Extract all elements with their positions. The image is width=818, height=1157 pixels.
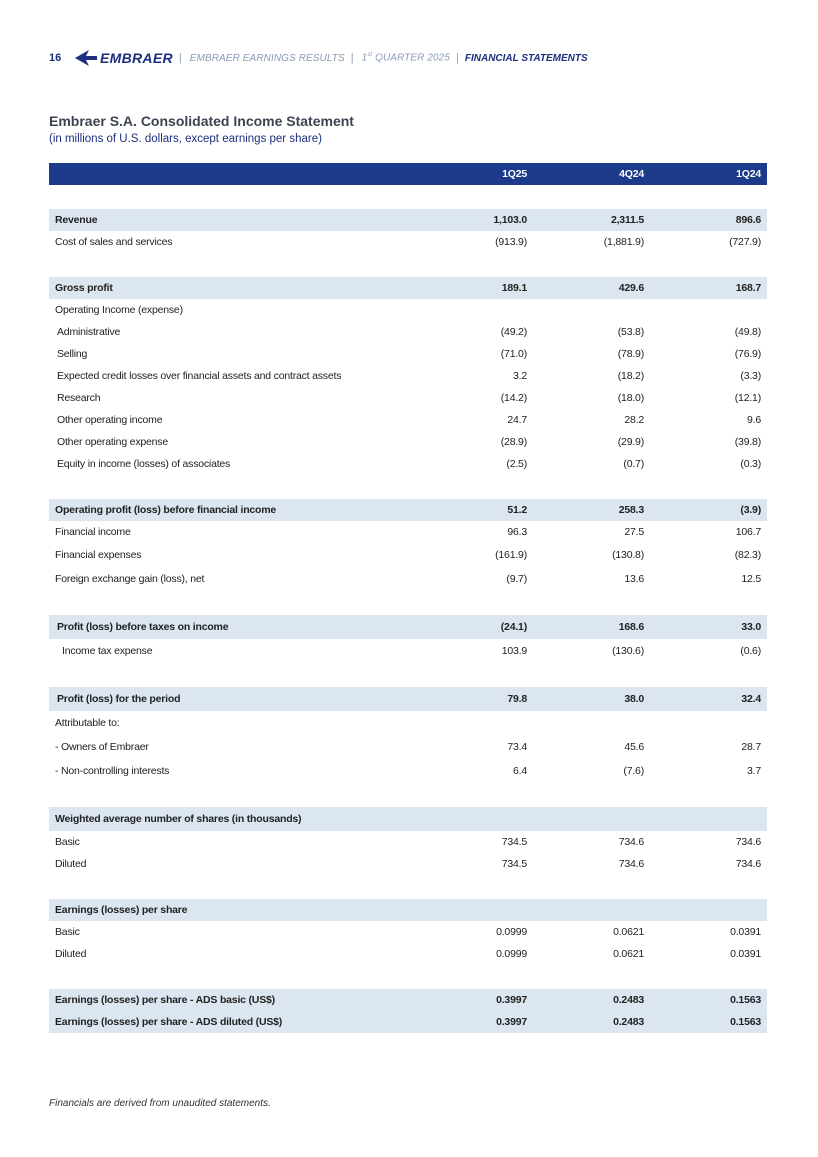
- value-cell: 0.3997: [416, 1011, 533, 1033]
- value-cell: (78.9): [617, 348, 644, 360]
- table-row: [49, 431, 767, 453]
- value-cell: (9.7): [506, 573, 527, 585]
- row-label: Basic: [55, 836, 80, 848]
- row-label: Diluted: [55, 858, 87, 870]
- value-cell: 32.4: [650, 687, 767, 711]
- row-label: Gross profit: [49, 277, 416, 299]
- value-cell: (53.8): [617, 326, 644, 338]
- table-row: [49, 687, 767, 711]
- spacer-row: [49, 475, 767, 499]
- value-cell: 168.6: [533, 615, 650, 639]
- value-cell: 79.8: [416, 687, 533, 711]
- value-cell: 24.7: [507, 414, 527, 426]
- row-label: Financial income: [55, 526, 131, 538]
- value-cell: 0.2483: [533, 989, 650, 1011]
- value-cell: 0.0621: [613, 948, 644, 960]
- row-label: Financial expenses: [55, 549, 142, 561]
- value-cell: 38.0: [533, 687, 650, 711]
- value-cell: (913.9): [495, 236, 527, 248]
- value-cell: (3.9): [650, 499, 767, 521]
- breadcrumb-quarter: [362, 52, 450, 63]
- footnote: Financials are derived from unaudited statements.: [49, 1098, 271, 1109]
- value-cell: 6.4: [513, 765, 527, 777]
- table-row: [49, 499, 767, 521]
- table-row: [49, 943, 767, 965]
- value-cell: (28.9): [500, 436, 527, 448]
- row-label: Earnings (losses) per share - ADS diluted (US$): [49, 1011, 416, 1033]
- value-cell: 3.2: [513, 370, 527, 382]
- row-label: Research: [57, 392, 101, 404]
- breadcrumb-current: FINANCIAL STATEMENTS: [464, 52, 588, 64]
- page-header: [49, 48, 588, 68]
- value-cell: 13.6: [624, 573, 644, 585]
- table-row: [49, 365, 767, 387]
- value-cell: 0.1563: [650, 989, 767, 1011]
- value-cell: 734.5: [501, 836, 527, 848]
- value-cell: 734.5: [501, 858, 527, 870]
- value-cell: 12.5: [741, 573, 761, 585]
- embraer-logo: [75, 50, 173, 66]
- row-label: Other operating expense: [57, 436, 168, 448]
- table-row: [49, 567, 767, 591]
- value-cell: (18.2): [617, 370, 644, 382]
- value-cell: (161.9): [495, 549, 527, 561]
- table-row: [49, 853, 767, 875]
- value-cell: 0.0391: [730, 948, 761, 960]
- spacer-row: [49, 253, 767, 277]
- row-label: Foreign exchange gain (loss), net: [55, 573, 205, 585]
- quarter-number: 1: [361, 52, 368, 64]
- row-label: Operating Income (expense): [55, 304, 183, 316]
- table-row: [49, 343, 767, 365]
- value-cell: 33.0: [650, 615, 767, 639]
- section-label: Weighted average number of shares (in thousands): [49, 807, 767, 831]
- value-cell: 0.0999: [496, 948, 527, 960]
- table-row: [49, 711, 767, 735]
- section-label: Earnings (losses) per share: [49, 899, 767, 921]
- table-row: [49, 989, 767, 1011]
- table-row: [49, 543, 767, 567]
- table-row: [49, 807, 767, 831]
- logo-text: EMBRAER: [100, 50, 173, 66]
- value-cell: (0.7): [623, 458, 644, 470]
- value-cell: 27.5: [624, 526, 644, 538]
- row-label: - Non-controlling interests: [55, 765, 170, 777]
- value-cell: 96.3: [507, 526, 527, 538]
- row-label: - Owners of Embraer: [55, 741, 149, 753]
- value-cell: 0.2483: [533, 1011, 650, 1033]
- row-label: Attributable to:: [55, 717, 120, 729]
- table-row: [49, 921, 767, 943]
- value-cell: (49.2): [500, 326, 527, 338]
- value-cell: (130.6): [612, 645, 644, 657]
- value-cell: 28.2: [624, 414, 644, 426]
- table-row: [49, 387, 767, 409]
- page-subtitle: (in millions of U.S. dollars, except earnings per share): [49, 133, 322, 145]
- table-row: [49, 899, 767, 921]
- value-cell: (76.9): [734, 348, 761, 360]
- row-label: Operating profit (loss) before financial income: [49, 499, 416, 521]
- spacer-row: [49, 965, 767, 989]
- value-cell: (24.1): [416, 615, 533, 639]
- spacer-row: [49, 591, 767, 615]
- row-label: Revenue: [49, 209, 416, 231]
- value-cell: 45.6: [624, 741, 644, 753]
- row-label: Other operating income: [57, 414, 163, 426]
- spacer-row: [49, 663, 767, 687]
- page-title: Embraer S.A. Consolidated Income Statement: [49, 113, 354, 129]
- value-cell: (39.8): [734, 436, 761, 448]
- row-label: Selling: [57, 348, 88, 360]
- row-label: Profit (loss) before taxes on income: [49, 615, 416, 639]
- row-label: Expected credit losses over financial assets and contract assets: [57, 370, 342, 382]
- value-cell: 734.6: [735, 836, 761, 848]
- value-cell: (29.9): [617, 436, 644, 448]
- spacer-row: [49, 875, 767, 899]
- value-cell: (7.6): [623, 765, 644, 777]
- row-label: Basic: [55, 926, 80, 938]
- value-cell: (49.8): [734, 326, 761, 338]
- table-row: [49, 231, 767, 253]
- table-row: [49, 1011, 767, 1033]
- spacer-row: [49, 185, 767, 209]
- value-cell: 0.0391: [730, 926, 761, 938]
- value-cell: (0.3): [740, 458, 761, 470]
- row-label: Income tax expense: [62, 645, 153, 657]
- table-row: [49, 639, 767, 663]
- table-row: [49, 409, 767, 431]
- table-row: [49, 209, 767, 231]
- row-label: Equity in income (losses) of associates: [57, 458, 231, 470]
- separator: |: [456, 52, 459, 64]
- quarter-rest: QUARTER 2025: [372, 52, 451, 64]
- value-cell: 28.7: [741, 741, 761, 753]
- value-cell: 0.0999: [496, 926, 527, 938]
- row-label: Diluted: [55, 948, 87, 960]
- header-label-cell: [49, 163, 416, 185]
- value-cell: (12.1): [734, 392, 761, 404]
- quarter-suffix: st: [367, 52, 373, 59]
- value-cell: 429.6: [533, 277, 650, 299]
- value-cell: 1,103.0: [416, 209, 533, 231]
- spacer-row: [49, 783, 767, 807]
- row-label: Cost of sales and services: [55, 236, 173, 248]
- row-label: Earnings (losses) per share - ADS basic (US$): [49, 989, 416, 1011]
- value-cell: 0.1563: [650, 1011, 767, 1033]
- table-row: [49, 521, 767, 543]
- table-row: [49, 453, 767, 475]
- value-cell: (0.6): [740, 645, 761, 657]
- embraer-arrow-icon: [75, 50, 97, 66]
- value-cell: 896.6: [650, 209, 767, 231]
- value-cell: 0.0621: [613, 926, 644, 938]
- row-label: Administrative: [57, 326, 121, 338]
- value-cell: (71.0): [500, 348, 527, 360]
- value-cell: (82.3): [734, 549, 761, 561]
- value-cell: 168.7: [650, 277, 767, 299]
- income-statement-table: [49, 163, 767, 1033]
- separator: |: [178, 52, 182, 64]
- value-cell: 73.4: [507, 741, 527, 753]
- table-row: [49, 321, 767, 343]
- value-cell: 734.6: [735, 858, 761, 870]
- value-cell: 189.1: [416, 277, 533, 299]
- value-cell: 9.6: [747, 414, 761, 426]
- value-cell: 103.9: [501, 645, 527, 657]
- value-cell: 106.7: [735, 526, 761, 538]
- value-cell: 258.3: [533, 499, 650, 521]
- value-cell: 51.2: [416, 499, 533, 521]
- page-number: 16: [49, 52, 62, 64]
- table-row: [49, 735, 767, 759]
- value-cell: 0.3997: [416, 989, 533, 1011]
- value-cell: (3.3): [740, 370, 761, 382]
- table-row: [49, 615, 767, 639]
- value-cell: (14.2): [500, 392, 527, 404]
- value-cell: (130.8): [612, 549, 644, 561]
- column-header: 1Q24: [650, 163, 767, 185]
- table-row: [49, 277, 767, 299]
- separator: |: [350, 52, 354, 64]
- value-cell: (18.0): [617, 392, 644, 404]
- value-cell: 3.7: [747, 765, 761, 777]
- value-cell: (1,881.9): [603, 236, 644, 248]
- value-cell: (2.5): [506, 458, 527, 470]
- breadcrumb-report: EMBRAER EARNINGS RESULTS: [189, 52, 345, 64]
- row-label: Profit (loss) for the period: [49, 687, 416, 711]
- value-cell: 734.6: [618, 858, 644, 870]
- table-row: [49, 759, 767, 783]
- column-header: 1Q25: [416, 163, 533, 185]
- value-cell: (727.9): [729, 236, 761, 248]
- table-row: [49, 831, 767, 853]
- table-header-row: [49, 163, 767, 185]
- value-cell: 2,311.5: [533, 209, 650, 231]
- table-row: [49, 299, 767, 321]
- column-header: 4Q24: [533, 163, 650, 185]
- value-cell: 734.6: [618, 836, 644, 848]
